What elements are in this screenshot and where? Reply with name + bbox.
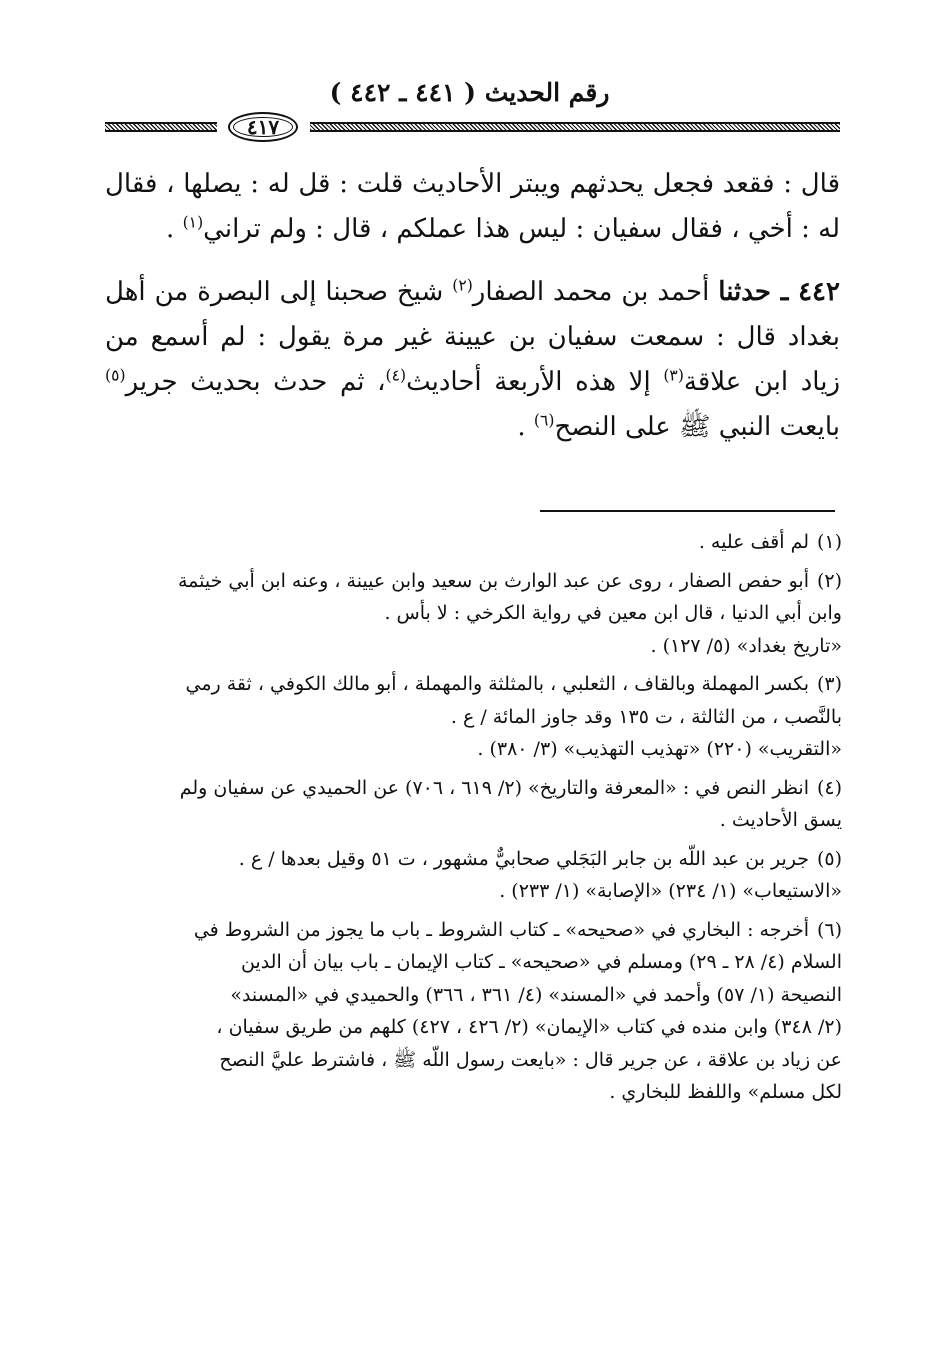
footnote-line: لكل مسلم» واللفظ للبخاري . — [609, 1081, 842, 1103]
footnote-ref-4: (٤) — [385, 366, 407, 385]
footnote-line: السلام (٤/ ٢٨ ـ ٢٩) ومسلم في «صحيحه» ـ كتاب الإيمان ـ باب بيان أن الدين — [240, 951, 842, 973]
text-run: ، ثم حدث بحديث جرير — [125, 367, 386, 397]
footnote-line: وابن أبي الدنيا ، قال ابن معين في رواية الكرخي : لا بأس . — [384, 602, 842, 624]
hadith-number: ٤٤٢ ـ حدثنا — [718, 277, 840, 307]
footnote-line: «تاريخ بغداد» (٥/ ١٢٧) . — [650, 634, 842, 657]
footnotes — [108, 526, 842, 1115]
footnote-ref-6: (٦) — [533, 411, 555, 430]
main-text — [105, 162, 840, 450]
text-run: قال : فقعد فجعل يحدثهم ويبتر الأحاديث قلت : قل له : يصلها ، فقال له : أخي ، فقال سفيان : ليس هذا عملكم ، قال : ولم تراني — [105, 169, 840, 244]
footnote-separator — [540, 510, 835, 512]
footnote-6 — [108, 914, 842, 1109]
footnote-line: (٢/ ٣٤٨) وابن منده في كتاب «الإيمان» (٢/ ٤٢٦ ، ٤٢٧) كلهم من طريق سفيان ، — [216, 1016, 842, 1038]
footnote-mark: (٤) — [816, 776, 842, 799]
footnote-4 — [108, 772, 842, 837]
page-number-badge — [228, 112, 298, 142]
footnote-line: بالنَّصب ، من الثالثة ، ت ١٣٥ وقد جاوز المائة / ع . — [450, 705, 842, 728]
footnote-line: بكسر المهملة وبالقاف ، الثعلبي ، بالمثلثة والمهملة ، أبو مالك الكوفي ، ثقة رمي — [185, 673, 809, 695]
footnote-line: يسق الأحاديث . — [719, 809, 842, 831]
paragraph-441-ending — [105, 162, 840, 252]
footnote-line: النصيحة (١/ ٥٧) وأحمد في «المسند» (٤/ ٣٦١ ، ٣٦٦) والحميدي في «المسند» — [230, 983, 842, 1006]
page-number: ٤١٧ — [246, 115, 280, 139]
paragraph-hadith-442 — [105, 270, 840, 450]
footnote-line: جرير بن عبد اللّه بن جابر البَجَلي صحابيٌّ مشهور ، ت ٥١ وقيل بعدها / ع . — [238, 847, 809, 870]
text-run: . — [517, 412, 534, 442]
footnote-mark: (٣) — [816, 673, 842, 695]
footnote-mark: (٦) — [816, 918, 842, 941]
footnote-line: «التقريب» (٢٢٠) «تهذيب التهذيب» (٣/ ٣٨٠) . — [477, 738, 842, 760]
text-run: . — [166, 214, 183, 244]
footnote-line: «الاستيعاب» (١/ ٢٣٤) «الإصابة» (١/ ٢٣٣) . — [499, 880, 842, 902]
footnote-ref-1: (١) — [182, 213, 204, 232]
footnote-line: لم أقف عليه . — [698, 531, 809, 553]
running-header-title: رقم الحديث ( ٤٤١ ـ ٤٤٢ ) — [329, 78, 610, 107]
text-run: أحمد بن محمد الصفار — [472, 277, 719, 307]
footnote-line: عن زياد بن علاقة ، عن جرير قال : «بايعت رسول اللّه ﷺ ، فاشترط عليَّ النصح — [219, 1048, 842, 1071]
footnote-5 — [108, 843, 842, 908]
footnote-line: أخرجه : البخاري في «صحيحه» ـ كتاب الشروط ـ باب ما يجوز من الشروط في — [193, 918, 809, 941]
footnote-mark: (١) — [816, 531, 842, 553]
footnote-ref-2: (٢) — [452, 276, 473, 295]
footnote-3 — [108, 668, 842, 766]
footnote-ref-5: (٥) — [105, 366, 126, 385]
footnote-1 — [108, 526, 842, 559]
header-rule-right-ornament — [310, 122, 840, 132]
header-rule — [105, 112, 840, 142]
footnote-mark: (٢) — [816, 569, 842, 592]
footnote-ref-3: (٣) — [663, 366, 684, 385]
footnote-line: انظر النص في : «المعرفة والتاريخ» (٢/ ٦١٩ ، ٧٠٦) عن الحميدي عن سفيان ولم — [179, 776, 809, 799]
footnote-line: أبو حفص الصفار ، روى عن عبد الوارث بن سعيد وابن عيينة ، وعنه ابن أبي خيثمة — [177, 569, 809, 592]
text-run: إلا هذه الأربعة أحاديث — [406, 367, 664, 397]
text-run: شيخ صحبنا إلى البصرة من أهل بغداد قال : سمعت سفيان بن عيينة غير مرة يقول : لم أسمع من زياد ابن علاقة — [105, 277, 841, 397]
header-rule-left-ornament — [105, 122, 217, 132]
text-run: بايعت النبي ﷺ على النصح — [554, 412, 840, 442]
footnote-mark: (٥) — [816, 847, 842, 870]
footnote-2 — [108, 565, 842, 663]
